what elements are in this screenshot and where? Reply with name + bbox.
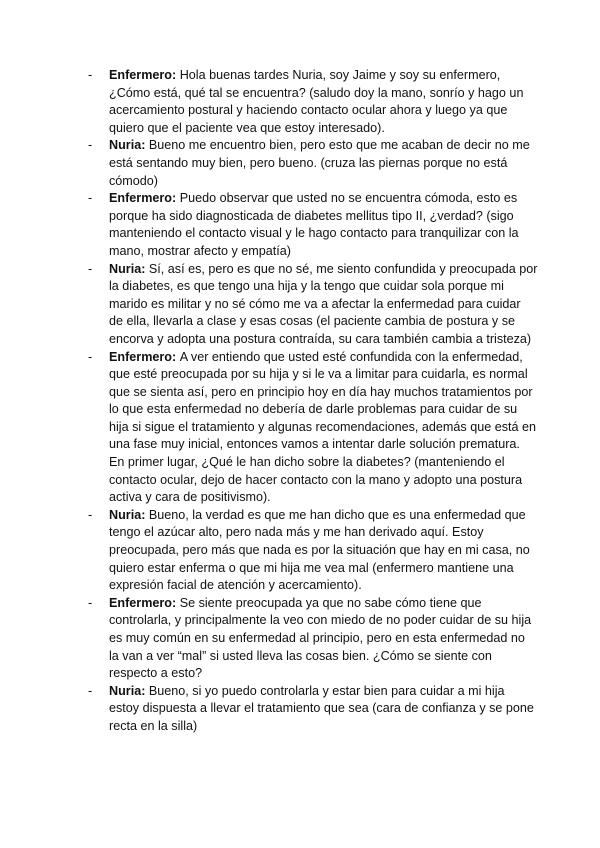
speaker-label: Enfermero: [109,349,180,364]
speaker-label: Nuria: [109,507,149,522]
bullet-dash: - [88,261,93,276]
bullet-dash: - [88,138,93,153]
dialogue-text: Bueno me encuentro bien, pero esto que me acaban de decir no me está sentando muy bien, pero bueno. (cruza las piernas porque no está cómodo) [109,138,530,188]
dialogue-turn-nurse [88,67,538,137]
speaker-label: Enfermero: [109,191,180,206]
bullet-dash: - [88,68,93,82]
dialogue-turn-nurse [88,190,538,260]
speaker-label: Enfermero: [109,595,180,610]
dialogue-text: A ver entiendo que usted esté confundida con la enfermedad, que esté preocupada por su hija y si le va a limitar para cuidarla, es normal que se sienta así, pero en principio hoy en día hay muchos tratamientos por lo que esta enfermedad no debería de darle problemas para cuidar de su hija si sigue el tratamiento y algunas recomendaciones, además que está en una fase muy inicial, entonces vamos a intentar darle solución prematura. En primer lugar, ¿Qué le han dicho sobre la diabetes? (manteniendo el contacto ocular, dejo de hacer contacto con la mano y adopto una postura activa y cara de positivismo). [109,349,537,505]
dialogue-turn-patient [88,683,538,736]
bullet-dash: - [88,683,93,698]
dialogue-turn-patient [88,261,538,349]
speaker-label: Nuria: [109,261,149,276]
dialogue-text: Bueno, si yo puedo controlarla y estar bien para cuidar a mi hija estoy dispuesta a llevar el tratamiento que sea (cara de confianza y se pone recta en la silla) [109,683,534,733]
dialogue-turn-patient [88,507,538,595]
speaker-label: Nuria: [109,683,149,698]
bullet-dash: - [88,507,93,522]
dialogue-turn-patient [88,137,538,190]
speaker-label: Enfermero: [109,68,180,82]
speaker-label: Nuria: [109,138,149,153]
dialogue-list [88,67,538,736]
dialogue-turn-nurse [88,349,538,507]
bullet-dash: - [88,191,93,206]
bullet-dash: - [88,595,93,610]
dialogue-turn-nurse [88,595,538,683]
dialogue-text: Puedo observar que usted no se encuentra cómoda, esto es porque ha sido diagnosticada de diabetes mellitus tipo II, ¿verdad? (sigo manteniendo el contacto visual y le hago contacto para tranquilizar con la mano, mostrar afecto y empatía) [109,191,519,258]
dialogue-text: Hola buenas tardes Nuria, soy Jaime y soy su enfermero, ¿Cómo está, qué tal se encuentra? (saludo doy la mano, sonrío y hago un acercamiento postural y haciendo contacto ocular ahora y luego ya que quiero que el paciente vea que estoy interesado). [109,68,524,135]
dialogue-text: Bueno, la verdad es que me han dicho que es una enfermedad que tengo el azúcar alto, pero nada más y me han derivado aquí. Estoy preocupada, pero más que nada es por la situación que hay en mi casa, no quiero estar enferma o que mi hija me vea mal (enfermero mantiene una expresión facial de atención y acercamiento). [109,507,530,593]
dialogue-text: Se siente preocupada ya que no sabe cómo tiene que controlarla, y principalmente la veo con miedo de no poder cuidar de su hija es muy común en su enfermedad al principio, pero en esta enfermedad no la van a ver “mal” si usted lleva las cosas bien. ¿Cómo se siente con respecto a esto? [109,595,532,681]
bullet-dash: - [88,349,93,364]
dialogue-text: Sí, así es, pero es que no sé, me siento confundida y preocupada por la diabetes, es que tengo una hija y la tengo que cuidar sola porque mi marido es militar y no sé cómo me va a afectar la enfermedad para cuidar de ella, llevarla a clase y esas cosas (el paciente cambia de postura y se encorva y adopta una postura contraída, su cara también cambia a tristeza) [109,261,538,346]
